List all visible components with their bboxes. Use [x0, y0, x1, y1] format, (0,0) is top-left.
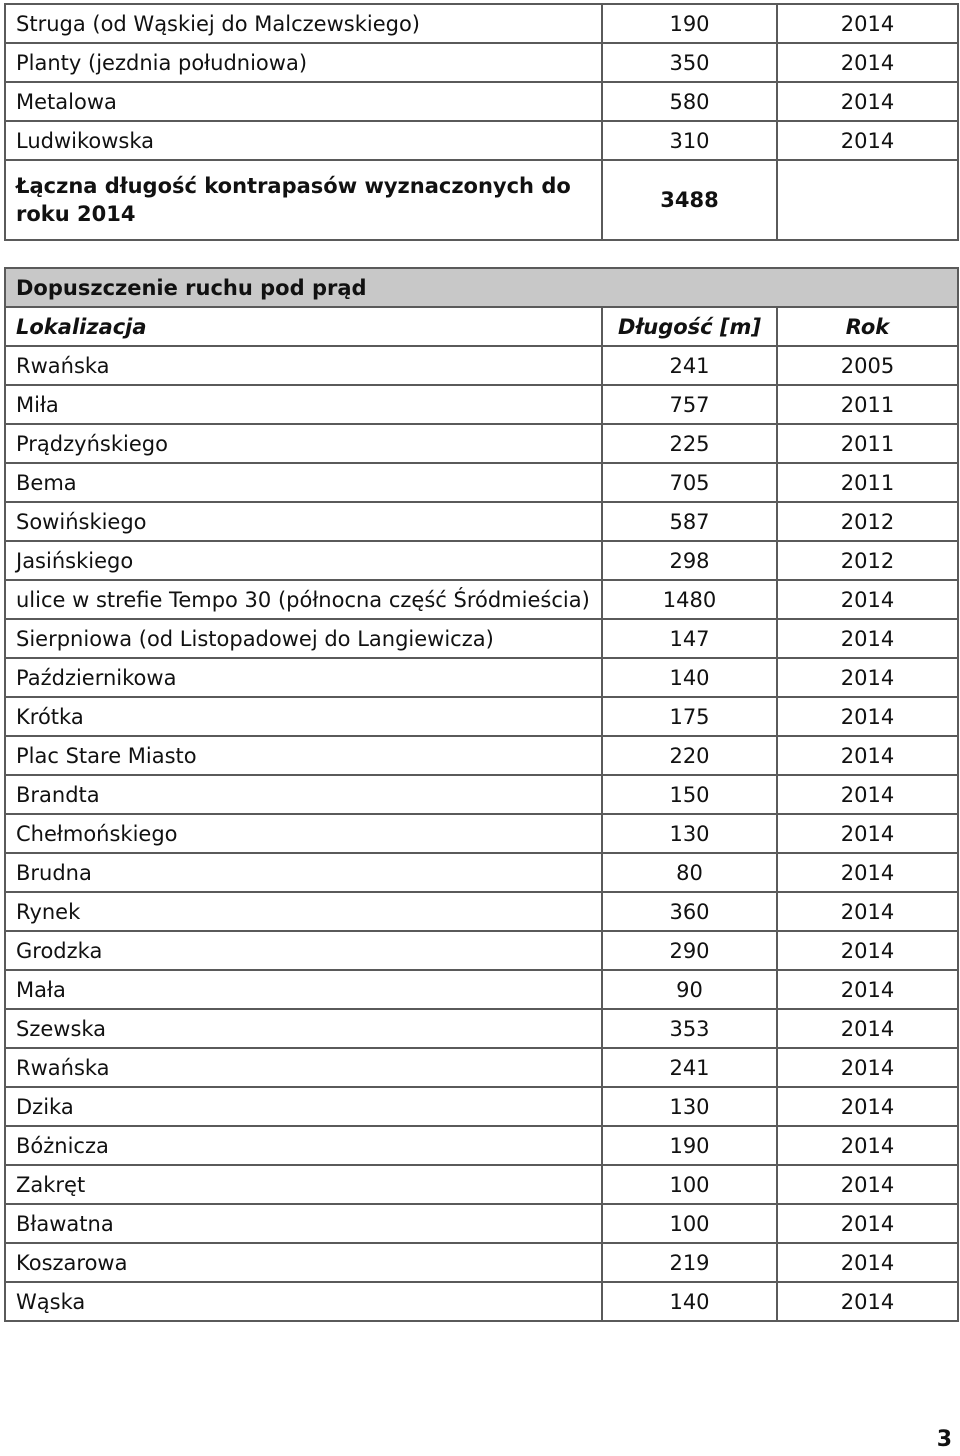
- cell-year: 2012: [777, 502, 958, 541]
- cell-year: 2014: [777, 43, 958, 82]
- table-row: [5, 121, 958, 160]
- cell-year: 2014: [777, 121, 958, 160]
- cell-year: 2011: [777, 385, 958, 424]
- cell-year: 2014: [777, 1009, 958, 1048]
- cell-location: Krótka: [5, 697, 602, 736]
- cell-length: 310: [602, 121, 777, 160]
- cell-location: Dzika: [5, 1087, 602, 1126]
- table-row: [5, 1126, 958, 1165]
- cell-length: 580: [602, 82, 777, 121]
- cell-length: 225: [602, 424, 777, 463]
- header-year: Rok: [777, 307, 958, 346]
- cell-year: 2014: [777, 1126, 958, 1165]
- cell-length: 219: [602, 1243, 777, 1282]
- cell-location: Brandta: [5, 775, 602, 814]
- cell-length: 220: [602, 736, 777, 775]
- cell-year: 2014: [777, 4, 958, 43]
- cell-year: 2014: [777, 775, 958, 814]
- cell-length: 757: [602, 385, 777, 424]
- table-row: [5, 1243, 958, 1282]
- cell-location: ulice w strefie Tempo 30 (północna część Śródmieścia): [5, 580, 602, 619]
- table-row: [5, 1165, 958, 1204]
- cell-location: Zakręt: [5, 1165, 602, 1204]
- cell-year: 2014: [777, 1204, 958, 1243]
- cell-year: 2011: [777, 424, 958, 463]
- table-row: [5, 82, 958, 121]
- cell-location: Wąska: [5, 1282, 602, 1321]
- cell-year: 2011: [777, 463, 958, 502]
- cell-length: 190: [602, 4, 777, 43]
- cell-length: 353: [602, 1009, 777, 1048]
- table-row: [5, 892, 958, 931]
- cell-location: Październikowa: [5, 658, 602, 697]
- cell-location: Struga (od Wąskiej do Malczewskiego): [5, 4, 602, 43]
- cell-location: Brudna: [5, 853, 602, 892]
- cell-location: Miła: [5, 385, 602, 424]
- table-row: [5, 697, 958, 736]
- cell-location: Bławatna: [5, 1204, 602, 1243]
- cell-year: 2014: [777, 1282, 958, 1321]
- cell-length: 130: [602, 1087, 777, 1126]
- cell-length: 175: [602, 697, 777, 736]
- cell-length: 241: [602, 1048, 777, 1087]
- counterflow-permission-body: [5, 268, 958, 1321]
- table-row: [5, 814, 958, 853]
- cell-location: Rynek: [5, 892, 602, 931]
- cell-year: 2014: [777, 82, 958, 121]
- cell-location: Mała: [5, 970, 602, 1009]
- cell-length: 100: [602, 1204, 777, 1243]
- cell-year: 2014: [777, 1165, 958, 1204]
- cell-location: Prądzyńskiego: [5, 424, 602, 463]
- cell-year: 2014: [777, 580, 958, 619]
- cell-length: 241: [602, 346, 777, 385]
- table-row: [5, 463, 958, 502]
- cell-location: Rwańska: [5, 346, 602, 385]
- cell-year: 2014: [777, 931, 958, 970]
- cell-year: 2014: [777, 619, 958, 658]
- cell-location: Planty (jezdnia południowa): [5, 43, 602, 82]
- cell-year: 2014: [777, 1048, 958, 1087]
- table-row: [5, 1204, 958, 1243]
- cell-location: Koszarowa: [5, 1243, 602, 1282]
- table-row: [5, 424, 958, 463]
- cell-location: Jasińskiego: [5, 541, 602, 580]
- contraflow-lanes-table: [4, 3, 959, 241]
- total-year: [777, 160, 958, 240]
- cell-length: 90: [602, 970, 777, 1009]
- header-length: Długość [m]: [602, 307, 777, 346]
- cell-length: 140: [602, 658, 777, 697]
- cell-length: 1480: [602, 580, 777, 619]
- table-row: [5, 1048, 958, 1087]
- cell-length: 360: [602, 892, 777, 931]
- cell-location: Sierpniowa (od Listopadowej do Langiewicza): [5, 619, 602, 658]
- cell-length: 140: [602, 1282, 777, 1321]
- table-row: [5, 970, 958, 1009]
- table-row: [5, 43, 958, 82]
- column-header-row: [5, 307, 958, 346]
- cell-year: 2014: [777, 697, 958, 736]
- table-row: [5, 1282, 958, 1321]
- cell-year: 2014: [777, 1243, 958, 1282]
- cell-year: 2012: [777, 541, 958, 580]
- cell-length: 587: [602, 502, 777, 541]
- section-title: Dopuszczenie ruchu pod prąd: [5, 268, 958, 307]
- cell-location: Bóżnicza: [5, 1126, 602, 1165]
- cell-length: 150: [602, 775, 777, 814]
- table-row: [5, 1087, 958, 1126]
- cell-length: 298: [602, 541, 777, 580]
- table-row: [5, 580, 958, 619]
- cell-length: 290: [602, 931, 777, 970]
- cell-year: 2014: [777, 1087, 958, 1126]
- cell-year: 2005: [777, 346, 958, 385]
- cell-length: 350: [602, 43, 777, 82]
- cell-year: 2014: [777, 658, 958, 697]
- cell-location: Chełmońskiego: [5, 814, 602, 853]
- cell-location: Ludwikowska: [5, 121, 602, 160]
- cell-year: 2014: [777, 892, 958, 931]
- table-row: [5, 619, 958, 658]
- table-row: [5, 853, 958, 892]
- cell-length: 147: [602, 619, 777, 658]
- header-location: Lokalizacja: [5, 307, 602, 346]
- cell-location: Grodzka: [5, 931, 602, 970]
- page-number: 3: [936, 1427, 952, 1452]
- cell-length: 80: [602, 853, 777, 892]
- cell-location: Rwańska: [5, 1048, 602, 1087]
- table-row: [5, 4, 958, 43]
- cell-location: Szewska: [5, 1009, 602, 1048]
- total-label: Łączna długość kontrapasów wyznaczonych do roku 2014: [5, 160, 602, 240]
- cell-year: 2014: [777, 970, 958, 1009]
- table-row: [5, 502, 958, 541]
- cell-year: 2014: [777, 814, 958, 853]
- cell-length: 130: [602, 814, 777, 853]
- table-row: [5, 541, 958, 580]
- total-row: [5, 160, 958, 240]
- cell-year: 2014: [777, 736, 958, 775]
- table-row: [5, 775, 958, 814]
- cell-location: Bema: [5, 463, 602, 502]
- cell-year: 2014: [777, 853, 958, 892]
- section-title-row: [5, 268, 958, 307]
- table-row: [5, 736, 958, 775]
- table-row: [5, 1009, 958, 1048]
- total-value: 3488: [602, 160, 777, 240]
- table-row: [5, 658, 958, 697]
- table-row: [5, 931, 958, 970]
- cell-location: Plac Stare Miasto: [5, 736, 602, 775]
- contraflow-lanes-body: [5, 4, 958, 240]
- cell-location: Metalowa: [5, 82, 602, 121]
- table-row: [5, 346, 958, 385]
- cell-length: 190: [602, 1126, 777, 1165]
- cell-length: 705: [602, 463, 777, 502]
- counterflow-permission-table: [4, 267, 959, 1322]
- cell-length: 100: [602, 1165, 777, 1204]
- table-row: [5, 385, 958, 424]
- cell-location: Sowińskiego: [5, 502, 602, 541]
